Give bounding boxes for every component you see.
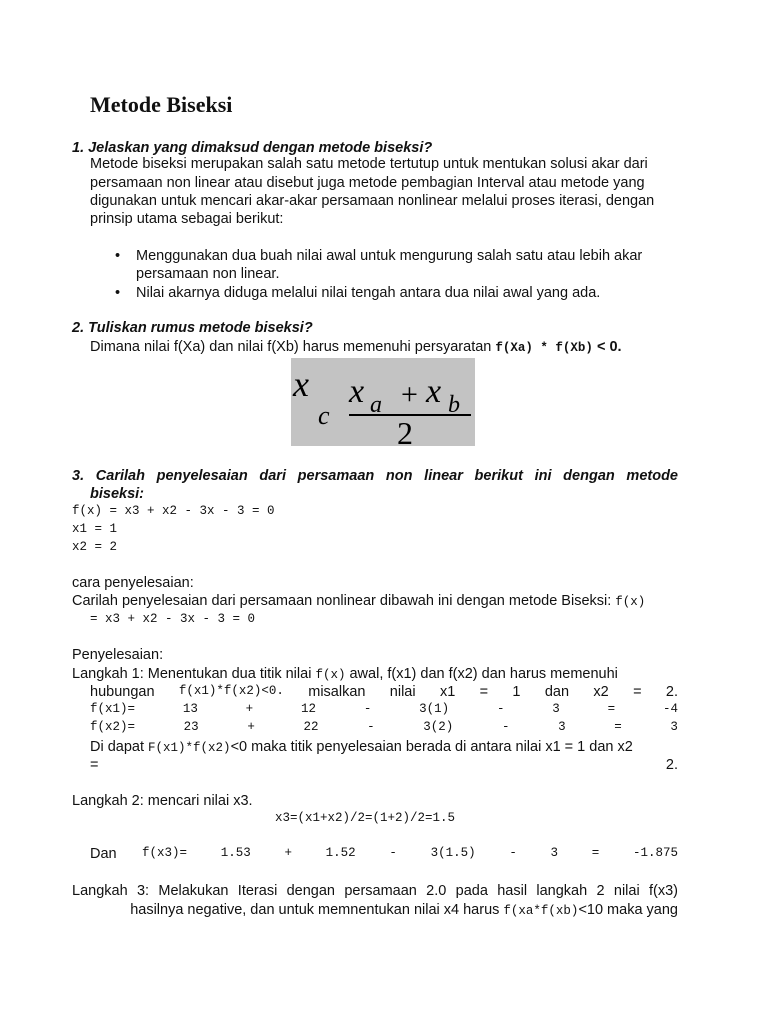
term: 22 [303,720,319,734]
fx3-row [142,846,678,860]
term: f(x3)= [142,846,188,860]
bullet-item [136,284,600,302]
formula-denominator: 2 [397,415,413,446]
term: = [614,720,622,734]
term: - [389,846,397,860]
formula-sub-b: b [448,392,460,418]
term: -1.875 [632,846,678,860]
langkah-3-line-1: Langkah 3: Melakukan Iterasi dengan persamaan 2.0 pada hasil langkah 2 nilai f(x3) [72,883,678,899]
term: f(x2)= [90,720,136,734]
word: dan [544,684,570,700]
term: + [284,846,292,860]
cara-line-1 [72,592,645,611]
x1-code: x1 = 1 [72,522,118,536]
bisection-formula [291,358,475,446]
formula-plus: + [401,378,418,411]
bullet-text: • Nilai akarnya diduga melalui nilai tengah antara dua nilai awal yang ada. [136,285,601,301]
formula-svg [291,358,475,446]
word: nilai [389,684,416,700]
langkah-2-text: Langkah 2: mencari nilai x3. [72,793,253,809]
term: - [496,702,505,716]
term: 3 [550,846,559,860]
term: 3 [552,702,560,716]
term: 3 [558,720,566,734]
word: hubungan [90,684,155,700]
condition-tail: < 0. [592,339,622,355]
langkah-3-text: hasilnya negative, dan untuk memnentukan nilai x4 harus [130,902,504,918]
formula-sub-c: c [318,401,330,430]
term: 13 [182,702,198,716]
x3-formula: x3=(x1+x2)/2=(1+2)/2=1.5 [275,811,456,825]
word-code: f(x1)*f(x2)<0. [178,684,284,698]
term: - [501,720,510,734]
term: 12 [300,702,316,716]
question-1-line-1: Metode biseksi merupakan salah satu metode tertutup untuk mentukan solusi akar dari [90,156,648,172]
didapat-text-tail: <0 maka titik penyelesaian berada di antara nilai x1 = 1 dan x2 [230,739,633,755]
term: 3(1) [419,702,450,716]
condition-code: f(Xa) * f(Xb) [495,341,593,355]
bullet-text: persamaan non linear. [136,266,280,282]
bullet-text: • Menggunakan dua buah nilai awal untuk mengurung salah satu atau lebih akar [136,248,643,264]
langkah-1-line-2 [90,684,678,700]
didapat-line-2 [90,757,678,773]
cara-label: cara penyelesaian: [72,575,194,591]
page-title: Metode Biseksi [90,92,233,117]
word: x1 [439,684,456,700]
term: 23 [183,720,199,734]
term: 1.53 [220,846,251,860]
question-1-line-2: persamaan non linear atau disebut juga metode pembagian Interval atau metode yang [90,175,645,191]
cara-code: f(x) [615,595,646,609]
didapat-line [90,738,633,757]
term: + [247,720,255,734]
langkah-3-text-tail: <10 maka yang [578,902,678,918]
langkah-1-text-tail: awal, f(x1) dan f(x2) dan harus memenuhi [345,666,618,682]
langkah-1-code: f(x) [315,668,346,682]
dan-label: Dan [90,846,117,862]
term: 1.52 [325,846,356,860]
question-2-heading: 2. Tuliskan rumus metode biseksi? [72,320,313,336]
term: = [607,702,616,716]
term: + [245,702,254,716]
formula-xc: x [293,364,309,404]
formula-xb: x [426,373,442,410]
term: f(x1)= [90,702,136,716]
condition-text: Dimana nilai f(Xa) dan nilai f(Xb) harus memenuhi persyaratan [90,339,496,355]
x2-value: 2. [665,757,678,773]
bullet-item [136,247,642,283]
term: - [363,702,372,716]
question-1-line-3: digunakan untuk mencari akar-akar persamaan nonlinear melalui proses iterasi, dengan [90,193,655,209]
term: 3 [670,720,678,734]
word: = [633,684,642,700]
formula-sub-a: a [370,392,382,418]
word: 1 [512,684,521,700]
question-3-heading-line-1: 3. Carilah penyelesaian dari persamaan non linear berikut ini dengan metode [72,468,678,484]
langkah-3-line-2 [90,901,678,920]
term: 3(2) [423,720,454,734]
cara-text: Carilah penyelesaian dari persamaan nonlinear dibawah ini dengan metode Biseksi: [72,593,616,609]
term: - [509,846,517,860]
langkah-3-code: f(xa*f(xb) [503,904,579,918]
term: = [591,846,600,860]
word: = [479,684,489,700]
word: x2 [593,684,609,700]
x2-code: x2 = 2 [72,540,118,554]
fx1-row [90,702,678,716]
term: - [367,720,375,734]
term: -4 [662,702,678,716]
langkah-1-text: Langkah 1: Menentukan dua titik nilai [72,666,316,682]
didapat-code: F(x1)*f(x2) [148,741,231,755]
term: 3(1.5) [430,846,476,860]
word: misalkan [308,684,366,700]
penyelesaian-label: Penyelesaian: [72,647,164,663]
formula-xa: x [349,373,365,410]
langkah-1-line-1 [72,665,618,684]
question-1-line-4: prinsip utama sebagai berikut: [90,211,284,227]
cara-line-2: = x3 + x2 - 3x - 3 = 0 [90,612,256,626]
word: 2. [665,684,678,700]
didapat-text: Di dapat [90,739,149,755]
question-2-text [90,338,622,357]
equals-sign: = [90,757,99,773]
fx2-row [90,720,678,734]
question-3-heading-line-2: biseksi: [90,486,144,502]
equation-code: f(x) = x3 + x2 - 3x - 3 = 0 [72,504,275,518]
question-1-heading: 1. Jelaskan yang dimaksud dengan metode biseksi? [72,140,433,156]
